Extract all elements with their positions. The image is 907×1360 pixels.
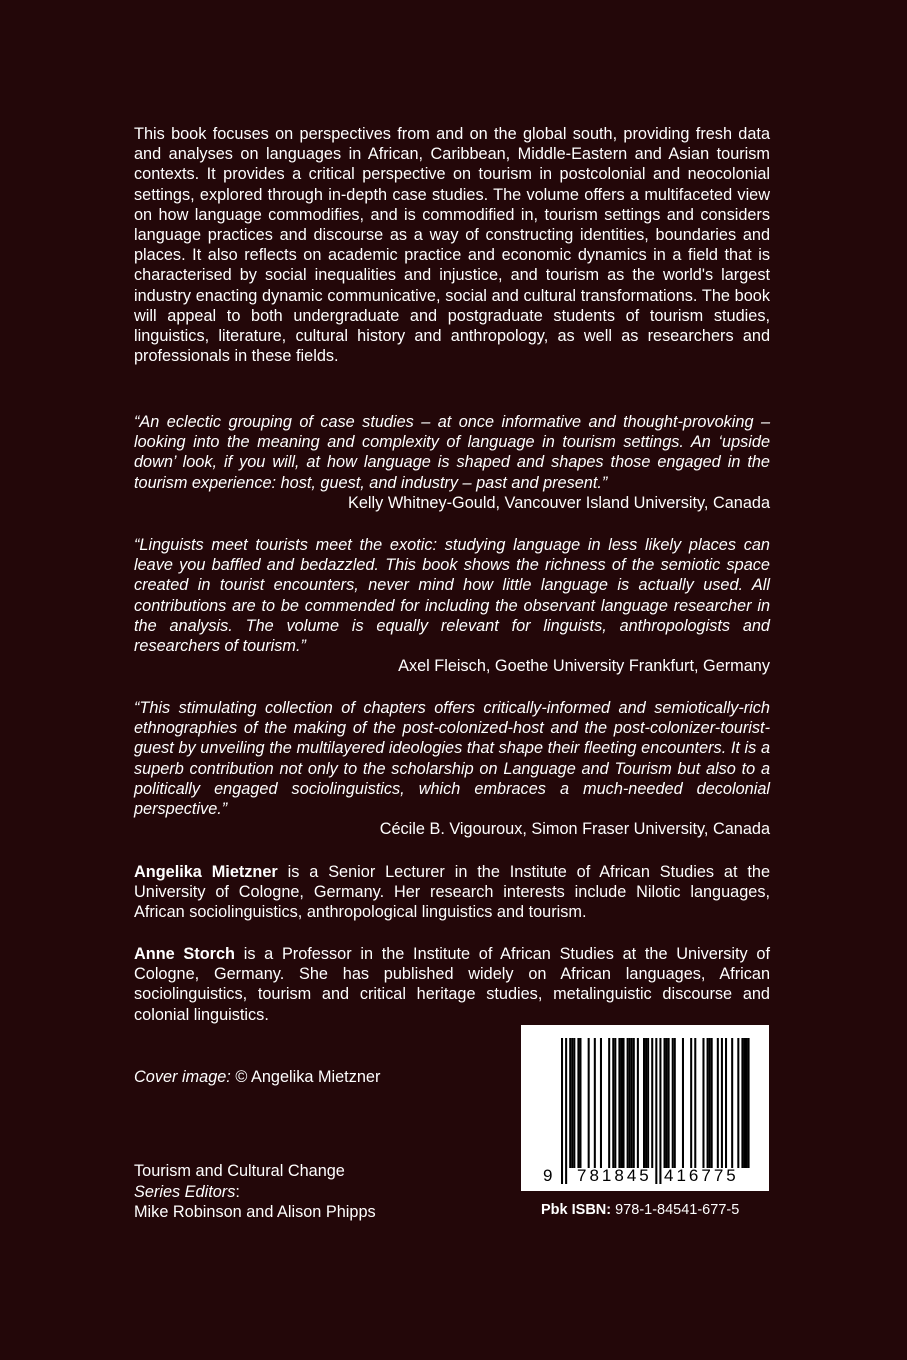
barcode-digits-right: 416775 xyxy=(664,1166,739,1185)
barcode-bar xyxy=(717,1038,719,1168)
barcode-bar xyxy=(707,1038,709,1168)
review-2 xyxy=(134,535,770,676)
barcode-bar xyxy=(571,1038,573,1168)
barcode-bar xyxy=(702,1038,704,1168)
review-quote: “Linguists meet tourists meet the exotic: studying language in less likely places can leave you baffled and bedazzled. This book shows the richness of the semiotic space created in tourist encounters, never mind how little language is actually used. All contributions are to be commended for including the observant language researcher in the analysis. The volume is equally relevant for linguists, anthropologists and researchers of tourism.” xyxy=(134,536,770,656)
barcode-bar xyxy=(565,1038,567,1184)
series-editors: Mike Robinson and Alison Phipps xyxy=(134,1203,376,1221)
editor-name: Angelika Mietzner xyxy=(134,863,278,881)
editor-bio-1 xyxy=(134,862,770,923)
series-name: Tourism and Cultural Change xyxy=(134,1162,345,1180)
barcode-bar xyxy=(731,1038,733,1168)
barcode-bar xyxy=(561,1038,563,1184)
barcode-bar xyxy=(629,1038,631,1168)
barcode-bar xyxy=(711,1038,713,1168)
barcode-bar xyxy=(620,1038,622,1168)
review-quote: “An eclectic grouping of case studies – at once informative and thought-provoking – looking into the meaning and complexity of language in tourism settings. An ‘upside down’ look, if you will, at how language is shaped and shapes those engaged in the tourism experience: host, guest, and industry – past and present.” xyxy=(134,413,770,492)
barcode-bar xyxy=(647,1038,649,1168)
barcode-bar xyxy=(577,1038,579,1168)
isbn-line xyxy=(541,1201,739,1219)
barcode-bar xyxy=(746,1038,748,1168)
series-editors-heading xyxy=(134,1182,376,1203)
barcode-bar xyxy=(694,1038,696,1168)
barcode-bar xyxy=(643,1038,645,1168)
barcode-bar xyxy=(588,1038,590,1168)
cover-image-credit xyxy=(134,1067,380,1087)
isbn-value: 978-1-84541-677-5 xyxy=(611,1202,740,1218)
barcode-bar xyxy=(690,1038,692,1168)
credit-value: © Angelika Mietzner xyxy=(230,1068,381,1086)
book-description xyxy=(134,124,770,366)
barcode-bar xyxy=(579,1038,581,1168)
barcode-bar xyxy=(573,1038,575,1168)
editor-bio-2 xyxy=(134,944,770,1025)
barcode-bar xyxy=(682,1038,684,1168)
review-attribution: Cécile B. Vigouroux, Simon Fraser University, Canada xyxy=(379,820,770,839)
barcode-bar xyxy=(659,1038,661,1184)
barcode-bar xyxy=(569,1038,571,1168)
series-info xyxy=(134,1161,376,1223)
barcode-bar xyxy=(664,1038,666,1168)
review-1 xyxy=(134,412,770,513)
barcode-bar xyxy=(725,1038,727,1168)
barcode-digits-left: 781845 xyxy=(577,1166,652,1185)
barcode-bar xyxy=(594,1038,596,1168)
barcode-bar xyxy=(721,1038,723,1168)
isbn-barcode xyxy=(521,1025,769,1191)
credit-label: Cover image: xyxy=(134,1068,231,1086)
barcode-bar xyxy=(674,1038,676,1168)
barcode-bar xyxy=(645,1038,647,1168)
barcode-bar xyxy=(600,1038,602,1168)
barcode-bar xyxy=(668,1038,670,1168)
barcode-bar xyxy=(672,1038,674,1168)
series-editors-label: Series Editors xyxy=(134,1182,236,1201)
editor-bio-text: is a Senior Lecturer in the Institute of African Studies at the University of Cologne, Germany. Her research interests include Nilotic languages, African sociolinguistics, anthropological linguistics and tourism. xyxy=(134,863,770,922)
barcode-bar xyxy=(709,1038,711,1168)
barcode-bar xyxy=(743,1038,745,1168)
barcode-bar xyxy=(608,1038,610,1168)
review-3 xyxy=(134,698,770,839)
barcode-bar xyxy=(614,1038,616,1168)
barcode-bar xyxy=(631,1038,633,1168)
barcode-bar xyxy=(741,1038,743,1168)
barcode-bar xyxy=(651,1038,653,1168)
isbn-label: Pbk ISBN: xyxy=(541,1202,612,1218)
barcode-digit-first: 9 xyxy=(543,1166,553,1185)
barcode-bar xyxy=(737,1038,739,1168)
barcode-bar xyxy=(623,1038,625,1168)
review-attribution: Kelly Whitney-Gould, Vancouver Island University, Canada xyxy=(348,493,770,512)
review-attribution: Axel Fleisch, Goethe University Frankfurt, Germany xyxy=(398,657,770,676)
barcode-bar xyxy=(633,1038,635,1168)
barcode-bar xyxy=(627,1038,629,1168)
editor-name: Anne Storch xyxy=(134,945,235,963)
barcode-bar xyxy=(637,1038,639,1168)
barcode-bar xyxy=(748,1038,750,1168)
editor-bio-text: is a Professor in the Institute of African Studies at the University of Cologne, Germany. She has published widely on African languages, African sociolinguistics, tourism and critical heritage studies, metalinguistic discourse and colonial linguistics. xyxy=(134,945,770,1024)
barcode-bar xyxy=(666,1038,668,1168)
review-quote: “This stimulating collection of chapters offers critically-informed and semiotically-rich ethnographies of the making of the post-colonized-host and the post-colonizer-tourist-guest by unveiling the multilayered ideologies that shape their fleeting encounters. It is a superb contribution not only to the scholarship on Language and Tourism but also to a politically engaged sociolinguistics, which embraces a much-needed decolonial perspective.” xyxy=(134,699,770,819)
barcode-bar xyxy=(655,1038,657,1184)
barcode-bar xyxy=(618,1038,620,1168)
barcode-bar xyxy=(612,1038,614,1168)
series-editors-colon: : xyxy=(235,1182,240,1201)
description-text: This book focuses on perspectives from and on the global south, providing fresh data and analyses on languages in African, Caribbean, Middle-Eastern and Asian tourism contexts. It provides a critical perspective on tourism in postcolonial and neocolonial settings, explored through in-depth case studies. The volume offers a multifaceted view on how language commodifies, and is commodified in, tourism settings and considers language practices and discourse as a way of constructing identities, boundaries and places. It also reflects on academic practice and economic dynamics in a field that is characterised by social inequalities and injustice, and tourism as the world's largest industry enacting dynamic communicative, social and cultural transformations. The book will appeal to both undergraduate and postgraduate students of tourism studies, linguistics, literature, cultural history and anthropology, as well as researchers and professionals in these fields. xyxy=(134,125,770,366)
